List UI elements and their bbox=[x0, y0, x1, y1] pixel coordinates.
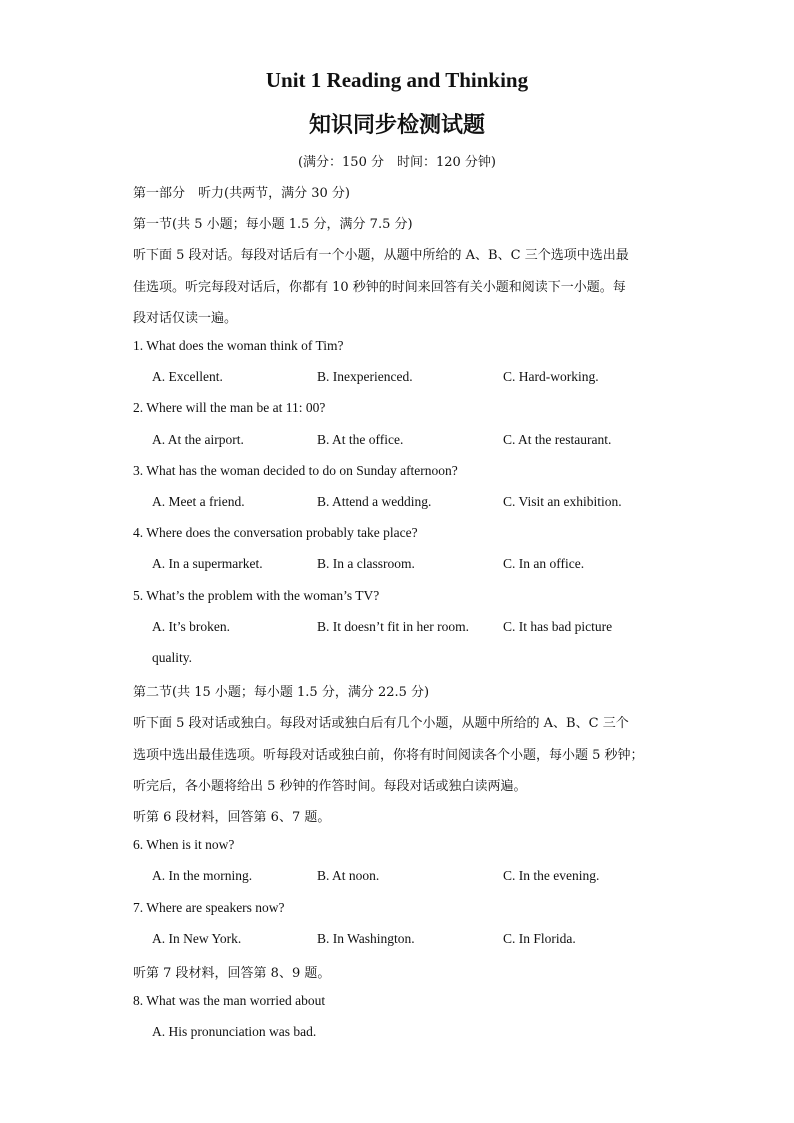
material-6-instruction: 听第 6 段材料，回答第 6、7 题。 bbox=[133, 810, 331, 825]
q1-option-c: C. Hard-working. bbox=[503, 369, 599, 384]
question-5: 5. What’s the problem with the woman’s TV? bbox=[133, 588, 380, 603]
section2-instructions-line1: 听下面 5 段对话或独白。每段对话或独白后有几个小题，从题中所给的 A、B、C 三个 bbox=[133, 716, 629, 731]
q1-option-a: A. Excellent. bbox=[152, 369, 223, 384]
q3-option-a: A. Meet a friend. bbox=[152, 494, 245, 509]
section1-instructions-line1: 听下面 5 段对话。每段对话后有一个小题，从题中所给的 A、B、C 三个选项中选出最 bbox=[133, 248, 629, 263]
q5-option-c-continued: quality. bbox=[152, 650, 192, 665]
q8-option-a: A. His pronunciation was bad. bbox=[152, 1024, 317, 1039]
question-6: 6. When is it now? bbox=[133, 837, 235, 852]
q5-option-a: A. It’s broken. bbox=[152, 619, 230, 634]
part1-heading: 第一部分 听力(共两节，满分 30 分) bbox=[133, 186, 350, 201]
q2-option-b: B. At the office. bbox=[317, 432, 404, 447]
exam-info: (满分：150 分 时间：120 分钟) bbox=[297, 155, 497, 170]
question-2: 2. Where will the man be at 11: 00? bbox=[133, 400, 326, 415]
material-7-instruction: 听第 7 段材料，回答第 8、9 题。 bbox=[133, 966, 331, 981]
page-title-chinese: 知识同步检测试题 bbox=[308, 112, 485, 138]
question-3: 3. What has the woman decided to do on Sunday afternoon? bbox=[133, 463, 458, 478]
q6-option-c: C. In the evening. bbox=[503, 868, 600, 883]
q2-option-a: A. At the airport. bbox=[152, 432, 244, 447]
q2-option-c: C. At the restaurant. bbox=[503, 432, 612, 447]
q7-option-a: A. In New York. bbox=[152, 931, 242, 946]
question-1: 1. What does the woman think of Tim? bbox=[133, 338, 344, 353]
q6-option-b: B. At noon. bbox=[317, 868, 380, 883]
section1-instructions-line3: 段对话仅读一遍。 bbox=[133, 311, 238, 326]
section1-heading: 第一节(共 5 小题；每小题 1.5 分，满分 7.5 分) bbox=[133, 217, 413, 232]
section2-instructions-line3: 听完后，各小题将给出 5 秒钟的作答时间。每段对话或独白读两遍。 bbox=[133, 779, 527, 794]
q4-option-c: C. In an office. bbox=[503, 556, 585, 571]
question-4: 4. Where does the conversation probably take place? bbox=[133, 525, 418, 540]
section2-instructions-line2: 选项中选出最佳选项。听每段对话或独白前，你将有时间阅读各个小题，每小题 5 秒钟； bbox=[133, 748, 644, 763]
question-8: 8. What was the man worried about bbox=[133, 993, 326, 1008]
q5-option-b: B. It doesn’t fit in her room. bbox=[317, 619, 469, 634]
section2-heading: 第二节(共 15 小题；每小题 1.5 分，满分 22.5 分) bbox=[133, 685, 430, 700]
q6-option-a: A. In the morning. bbox=[152, 868, 253, 883]
q7-option-c: C. In Florida. bbox=[503, 931, 576, 946]
q4-option-a: A. In a supermarket. bbox=[152, 556, 263, 571]
q7-option-b: B. In Washington. bbox=[317, 931, 415, 946]
q3-option-c: C. Visit an exhibition. bbox=[503, 494, 622, 509]
question-7: 7. Where are speakers now? bbox=[133, 900, 285, 915]
section1-instructions-line2: 佳选项。听完每段对话后，你都有 10 秒钟的时间来回答有关小题和阅读下一小题。每 bbox=[133, 280, 626, 295]
q5-option-c: C. It has bad picture bbox=[503, 619, 613, 634]
page-title-english: Unit 1 Reading and Thinking bbox=[265, 68, 529, 92]
q4-option-b: B. In a classroom. bbox=[317, 556, 415, 571]
q3-option-b: B. Attend a wedding. bbox=[317, 494, 432, 509]
q1-option-b: B. Inexperienced. bbox=[317, 369, 413, 384]
